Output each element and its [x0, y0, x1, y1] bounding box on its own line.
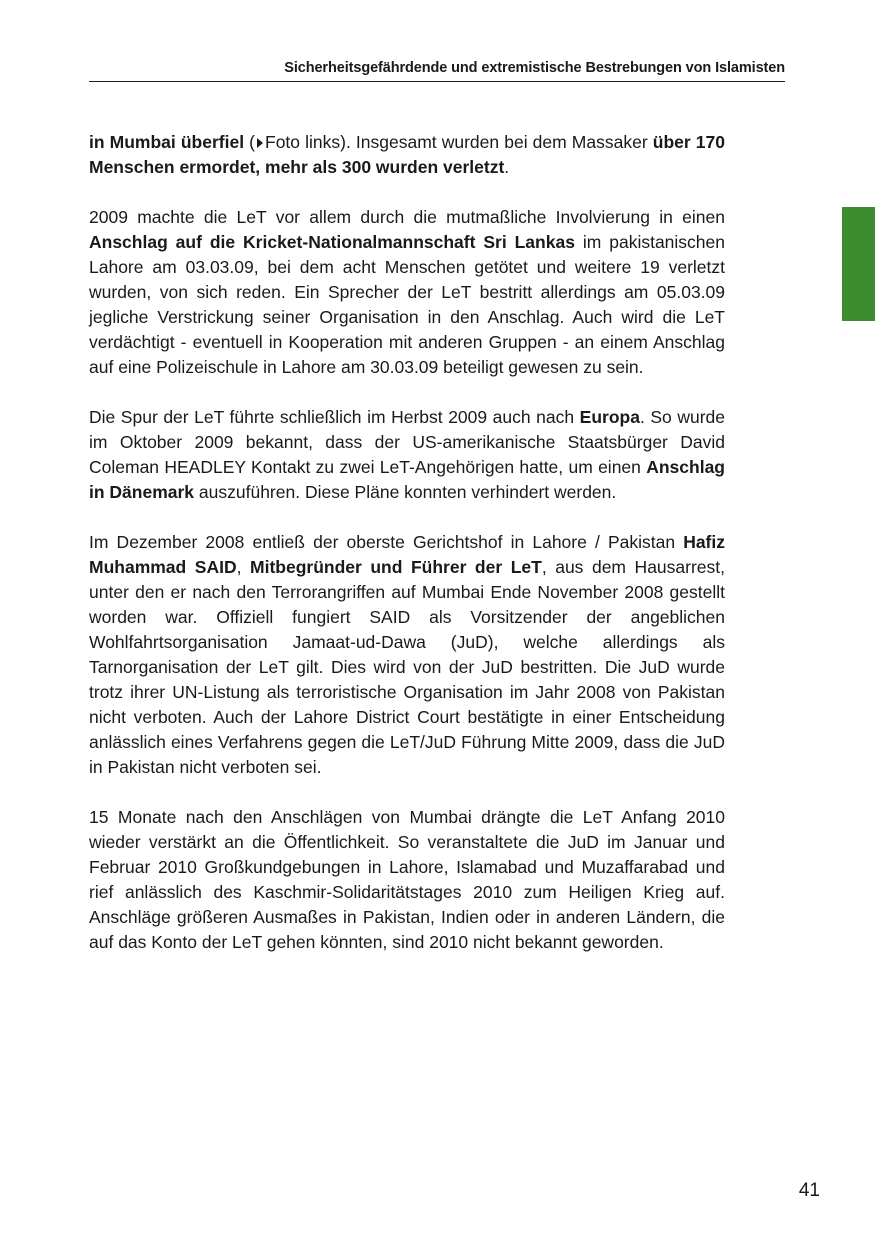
- text-run: im pakistanischen Lahore am 03.03.09, bei dem acht Menschen getötet und weitere 19 verletzt wurden, von sich reden. Ein Sprecher der LeT bestritt allerdings am 05.03.09 jegliche Verstrickung seiner Organisation in den Anschlag. Auch wird die LeT verdächtigt - eventuell in Kooperation mit anderen Gruppen - an einem Anschlag auf eine Polizeischule in Lahore am 30.03.09 beteiligt gewesen zu sein.: [89, 232, 725, 377]
- text-run: Foto links). Insgesamt wurden bei dem Massaker: [265, 132, 653, 152]
- text-run: . So wurde im Oktober 2009 bekannt, dass der US-amerikanische Staatsbürger David Coleman HEADLEY Kontakt zu zwei LeT-Angehörigen hatte, um einen: [89, 407, 725, 477]
- running-header: Sicherheitsgefährdende und extremistische Bestrebungen von Islamisten: [284, 60, 785, 76]
- bold-phrase: Europa: [579, 407, 640, 427]
- text-run: , aus dem Hausarrest, unter den er nach den Terrorangriffen auf Mumbai Ende November 2008 gestellt worden war. Offiziell fungiert SAID als Vorsitzender der angeblichen Wohlfahrtsorganisation Jamaat-ud-Dawa (JuD), welche allerdings als Tarnorganisation der LeT gilt. Dies wird von der JuD bestritten. Die JuD wurde trotz ihrer UN-Listung als terroristische Organisation im Jahr 2008 von Pakistan nicht verboten. Auch der Lahore District Court bestätigte in einer Entscheidung anlässlich eines Verfahrens gegen die LeT/JuD Führung Mitte 2009, dass die JuD in Pakistan nicht verboten sei.: [89, 557, 726, 777]
- bold-phrase: in Mumbai überfiel: [89, 132, 245, 152]
- paragraph: [89, 130, 725, 180]
- bold-phrase: Hafiz Muhammad SAID: [89, 532, 725, 577]
- header-rule: [89, 81, 785, 82]
- text-run: Im Dezember 2008 entließ der oberste Gerichtshof in Lahore / Pakistan: [89, 532, 684, 552]
- text-run: 15 Monate nach den Anschlägen von Mumbai drängte die LeT Anfang 2010 wieder verstärkt an die Öffentlichkeit. So veranstaltete die JuD im Januar und Februar 2010 Großkundgebungen in Lahore, Islamabad und Muzaffarabad und rief anlässlich des Kaschmir-Solidaritätstages 2010 zum Heiligen Krieg auf. Anschläge größeren Ausmaßes in Pakistan, Indien oder in anderen Ländern, die auf das Konto der LeT gehen könnten, sind 2010 nicht bekannt geworden.: [89, 807, 725, 952]
- text-run: ,: [236, 557, 250, 577]
- bold-phrase: über 170 Menschen ermordet, mehr als 300 wurden verletzt: [89, 132, 725, 177]
- page-number: 41: [798, 1180, 820, 1201]
- bold-phrase: Mitbegründer und Führer der LeT: [250, 557, 542, 577]
- text-run: Die Spur der LeT führte schließlich im Herbst 2009 auch nach: [89, 407, 580, 427]
- bold-phrase: Anschlag in Dänemark: [89, 457, 725, 502]
- chapter-tab: [842, 207, 875, 321]
- paragraph: [89, 205, 725, 380]
- paragraph: [89, 530, 725, 780]
- paragraph: [89, 405, 725, 505]
- body-text: [89, 130, 725, 980]
- text-run: 2009 machte die LeT vor allem durch die mutmaßliche Involvierung in einen: [89, 207, 725, 227]
- triangle-right-icon: [257, 138, 263, 148]
- text-run: (: [244, 132, 255, 152]
- text-run: .: [504, 157, 510, 177]
- bold-phrase: Anschlag auf die Kricket-Nationalmannschaft Sri Lankas: [89, 232, 575, 252]
- paragraph: [89, 805, 725, 955]
- text-run: auszuführen. Diese Pläne konnten verhindert werden.: [194, 482, 617, 502]
